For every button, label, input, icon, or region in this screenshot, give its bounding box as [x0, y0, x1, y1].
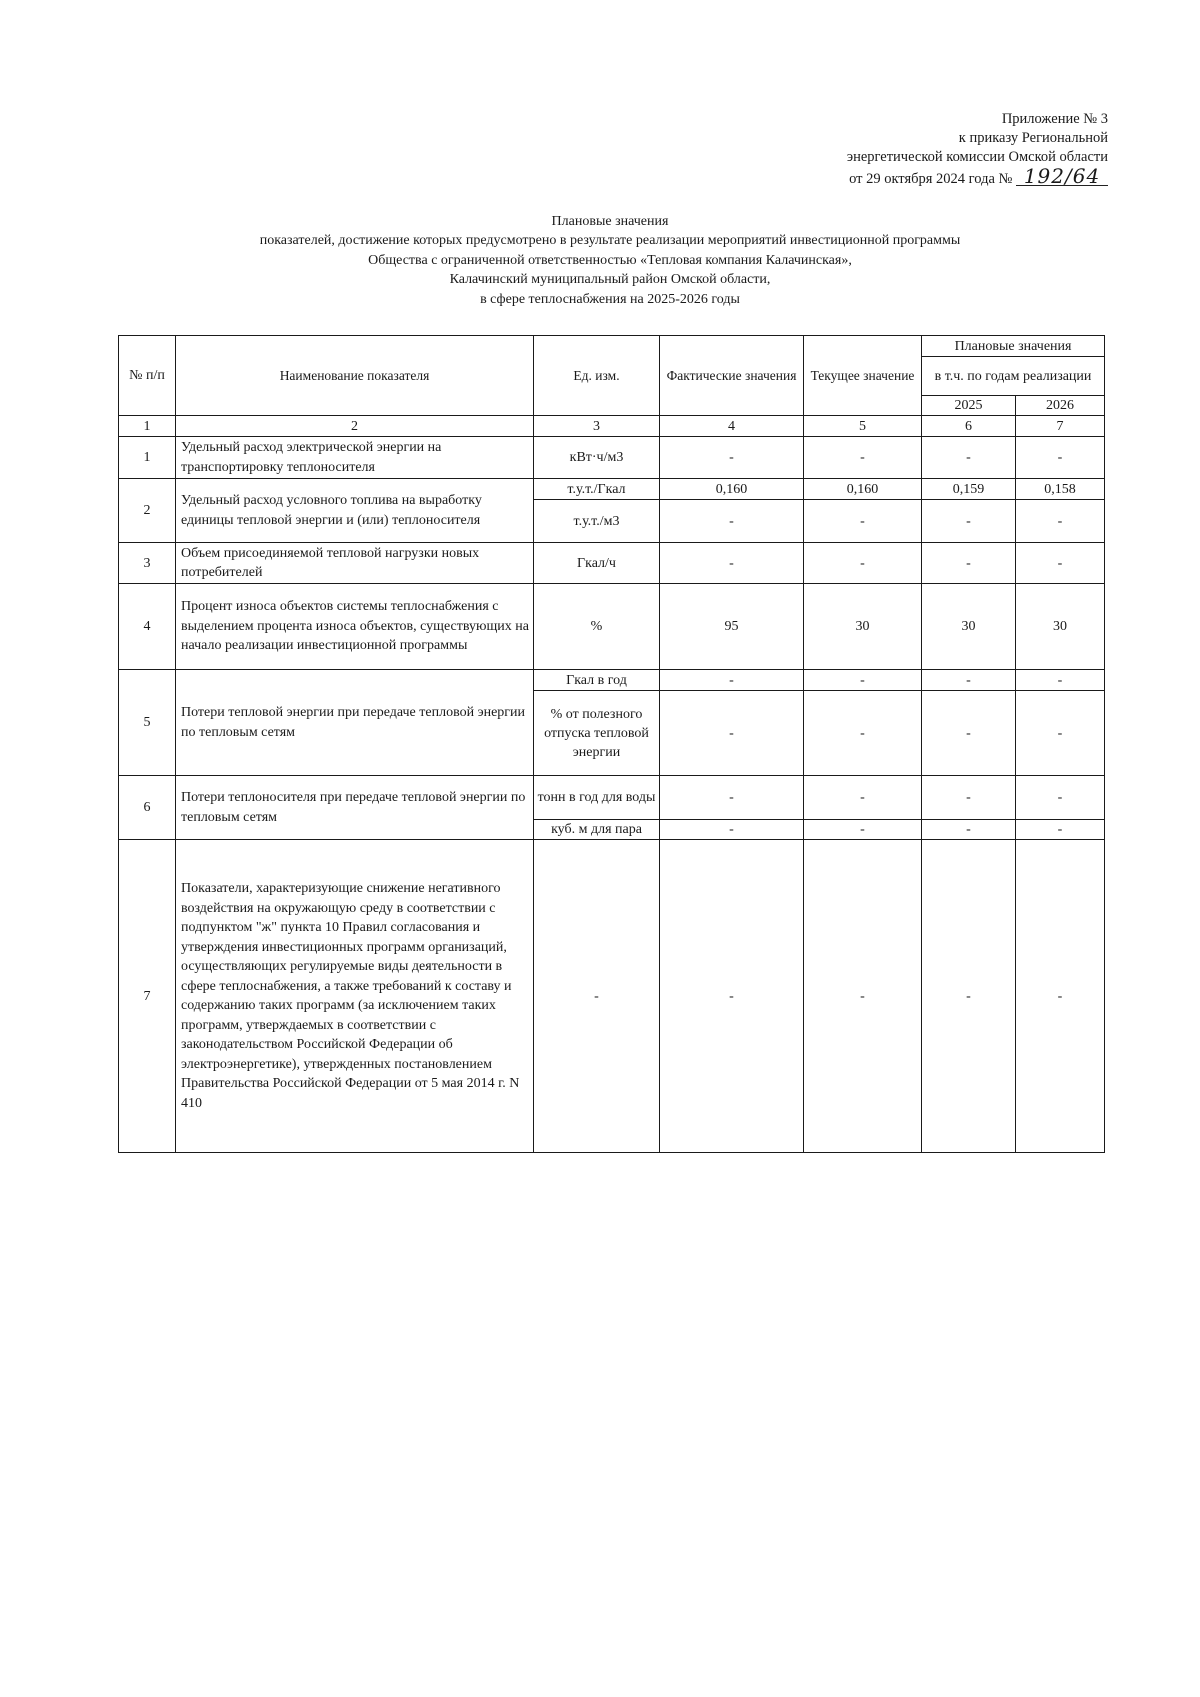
header-actual: Фактические значения: [660, 336, 804, 416]
order-number-handwritten: 192/64: [1016, 167, 1108, 186]
value-y2026: -: [1016, 543, 1105, 584]
col-number: 5: [804, 416, 922, 437]
indicator-name: Показатели, характеризующие снижение негативного воздействия на окружающую среду в соответствии с подпунктом "ж" пункта 10 Правил согласования и утверждения инвестиционных программ организаций, осуществляющих регулируемые виды деятельности в сфере теплоснабжения, а также требований к составу и содержанию таких программ (за исключением таких программ, утверждаемых в соответствии с законодательством Российской Федерации об электроэнергетике), утвержденных постановлением Правительства Российской Федерации от 5 мая 2014 г. N 410: [176, 840, 534, 1153]
value-y2025: -: [922, 670, 1016, 691]
header-year-2026: 2026: [1016, 396, 1105, 416]
value-actual: -: [660, 691, 804, 776]
header-name: Наименование показателя: [176, 336, 534, 416]
title-line: Калачинский муниципальный район Омской области,: [449, 272, 771, 288]
value-actual: -: [660, 776, 804, 820]
value-current: 30: [804, 584, 922, 670]
appendix-date: от 29 октября 2024 года №: [849, 171, 1013, 187]
unit-cell: т.у.т./м3: [534, 500, 660, 543]
title-line: в сфере теплоснабжения на 2025-2026 годы: [480, 291, 740, 307]
value-y2026: 0,158: [1016, 479, 1105, 500]
appendix-line: энергетической комиссии Омской области: [846, 149, 1108, 165]
value-current: -: [804, 437, 922, 479]
value-actual: -: [660, 840, 804, 1153]
value-current: -: [804, 670, 922, 691]
value-y2026: -: [1016, 691, 1105, 776]
row-number: 2: [119, 479, 176, 543]
value-y2025: -: [922, 840, 1016, 1153]
indicator-name: Потери теплоносителя при передаче тепловой энергии по тепловым сетям: [176, 776, 534, 840]
col-number: 4: [660, 416, 804, 437]
header-year-2025: 2025: [922, 396, 1016, 416]
value-y2026: -: [1016, 500, 1105, 543]
unit-cell: % от полезного отпуска тепловой энергии: [534, 691, 660, 776]
indicator-name: Потери тепловой энергии при передаче тепловой энергии по тепловым сетям: [176, 670, 534, 776]
value-y2025: -: [922, 437, 1016, 479]
row-number: 6: [119, 776, 176, 840]
row-number: 3: [119, 543, 176, 584]
value-current: -: [804, 840, 922, 1153]
table-row: [119, 670, 1105, 691]
col-number: 1: [119, 416, 176, 437]
value-y2026: 30: [1016, 584, 1105, 670]
value-current: -: [804, 820, 922, 840]
indicator-name: Процент износа объектов системы теплоснабжения с выделением процента износа объектов, существующих на начало реализации инвестиционной программы: [176, 584, 534, 670]
header-planned: Плановые значения: [922, 336, 1105, 357]
appendix-line: к приказу Региональной: [958, 130, 1108, 146]
unit-cell: кВт·ч/м3: [534, 437, 660, 479]
value-y2025: -: [922, 820, 1016, 840]
unit-cell: куб. м для пара: [534, 820, 660, 840]
value-current: -: [804, 500, 922, 543]
title-line: Общества с ограниченной ответственностью «Тепловая компания Калачинская»,: [368, 252, 852, 268]
col-number: 7: [1016, 416, 1105, 437]
header-unit: Ед. изм.: [534, 336, 660, 416]
value-y2025: -: [922, 691, 1016, 776]
value-y2025: 0,159: [922, 479, 1016, 500]
table-row: [119, 776, 1105, 820]
value-y2026: -: [1016, 840, 1105, 1153]
row-number: 1: [119, 437, 176, 479]
header-by-years: в т.ч. по годам реализации: [922, 357, 1105, 396]
row-number: 5: [119, 670, 176, 776]
value-current: -: [804, 543, 922, 584]
value-actual: -: [660, 437, 804, 479]
value-y2026: -: [1016, 437, 1105, 479]
title-line: показателей, достижение которых предусмотрено в результате реализации мероприятий инвестиционной программы: [259, 233, 961, 249]
appendix-line: Приложение № 3: [1001, 111, 1108, 127]
row-number: 4: [119, 584, 176, 670]
table-row: [119, 543, 1105, 584]
unit-cell: тонн в год для воды: [534, 776, 660, 820]
table-row: [119, 437, 1105, 479]
title-line: Плановые значения: [551, 214, 669, 229]
value-actual: -: [660, 500, 804, 543]
value-current: 0,160: [804, 479, 922, 500]
document-title: [160, 212, 1060, 309]
unit-cell: %: [534, 584, 660, 670]
appendix-date-line: [847, 164, 1108, 189]
unit-cell: -: [534, 840, 660, 1153]
col-number: 3: [534, 416, 660, 437]
value-y2025: -: [922, 543, 1016, 584]
unit-cell: Гкал в год: [534, 670, 660, 691]
value-y2026: -: [1016, 820, 1105, 840]
header-num: № п/п: [119, 336, 176, 416]
table-row: [119, 479, 1105, 500]
value-actual: -: [660, 820, 804, 840]
value-y2025: 30: [922, 584, 1016, 670]
value-y2025: -: [922, 776, 1016, 820]
value-actual: 95: [660, 584, 804, 670]
value-actual: -: [660, 670, 804, 691]
indicators-table: [118, 335, 1105, 1153]
unit-cell: т.у.т./Гкал: [534, 479, 660, 500]
value-actual: 0,160: [660, 479, 804, 500]
value-current: -: [804, 776, 922, 820]
value-current: -: [804, 691, 922, 776]
indicator-name: Удельный расход условного топлива на выработку единицы тепловой энергии и (или) теплоносителя: [176, 479, 534, 543]
value-y2025: -: [922, 500, 1016, 543]
value-y2026: -: [1016, 776, 1105, 820]
value-actual: -: [660, 543, 804, 584]
value-y2026: -: [1016, 670, 1105, 691]
row-number: 7: [119, 840, 176, 1153]
appendix-header: [847, 110, 1108, 189]
col-number: 2: [176, 416, 534, 437]
table-row: [119, 584, 1105, 670]
header-current: Текущее значение: [804, 336, 922, 416]
table-row: [119, 840, 1105, 1153]
unit-cell: Гкал/ч: [534, 543, 660, 584]
col-number: 6: [922, 416, 1016, 437]
indicator-name: Удельный расход электрической энергии на транспортировку теплоносителя: [176, 437, 534, 479]
indicator-name: Объем присоединяемой тепловой нагрузки новых потребителей: [176, 543, 534, 584]
